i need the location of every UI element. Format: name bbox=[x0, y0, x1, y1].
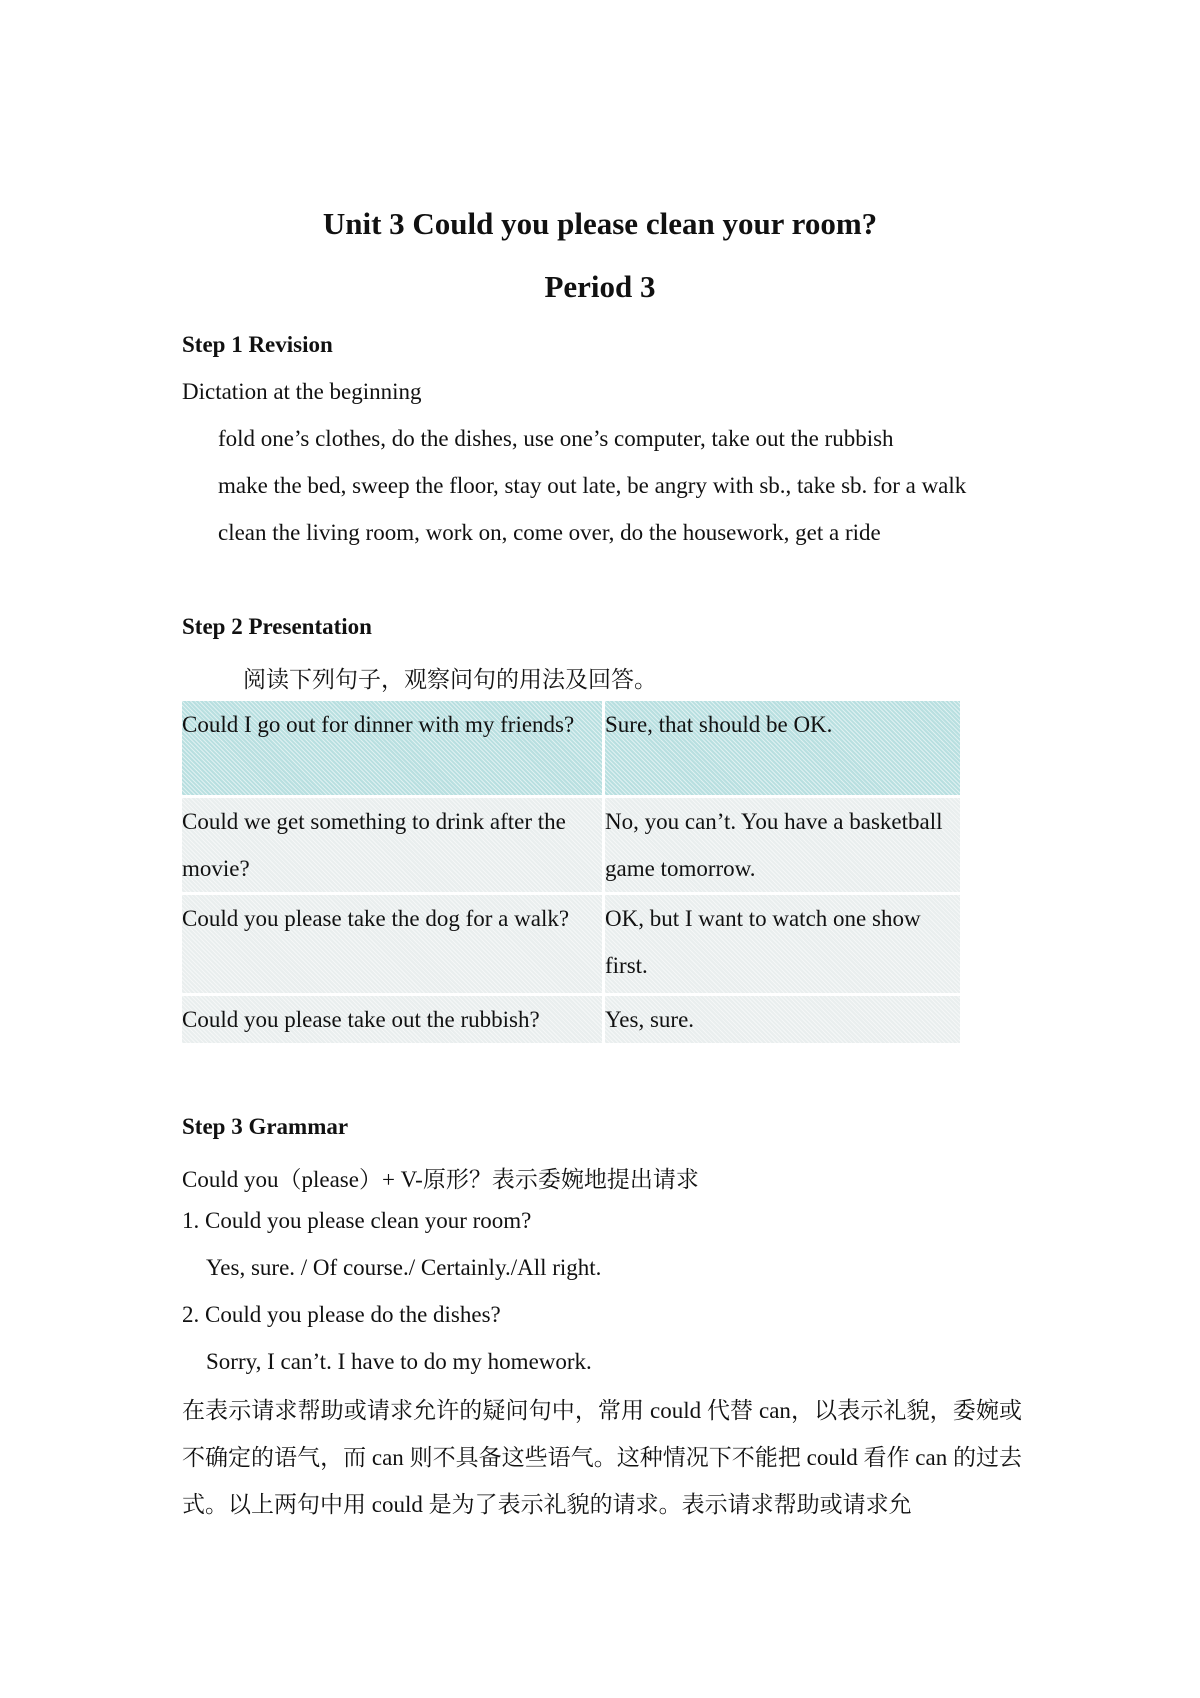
table-cell-answer: OK, but I want to watch one show first. bbox=[602, 895, 960, 993]
example-1-answer: Yes, sure. / Of course./ Certainly./All right. bbox=[206, 1255, 602, 1280]
table-cell-answer: Sure, that should be OK. bbox=[602, 701, 960, 795]
document-subtitle: Period 3 bbox=[544, 269, 656, 304]
table-row bbox=[182, 996, 960, 1043]
example-1-question: 1. Could you please clean your room? bbox=[182, 1208, 532, 1233]
table-cell-answer: Yes, sure. bbox=[602, 996, 960, 1043]
step3-rule: Could you（please）+ V-原形？表示委婉地提出请求 bbox=[182, 1167, 699, 1192]
step1-phrase-line-3: clean the living room, work on, come over, do the housework, get a ride bbox=[218, 520, 881, 545]
table-row bbox=[182, 701, 960, 795]
table-row bbox=[182, 895, 960, 993]
step2-heading: Step 2 Presentation bbox=[182, 614, 372, 639]
table-cell-answer: No, you can’t. You have a basketball game tomorrow. bbox=[602, 798, 960, 892]
step1-heading: Step 1 Revision bbox=[182, 332, 333, 357]
step1-phrase-line-2: make the bed, sweep the floor, stay out late, be angry with sb., take sb. for a walk bbox=[218, 473, 967, 498]
example-2-answer: Sorry, I can’t. I have to do my homework. bbox=[206, 1349, 592, 1374]
example-2-question: 2. Could you please do the dishes? bbox=[182, 1302, 501, 1327]
step3-heading: Step 3 Grammar bbox=[182, 1114, 349, 1139]
table-row bbox=[182, 798, 960, 892]
step2-instruction: 阅读下列句子，观察问句的用法及回答。 bbox=[243, 667, 657, 692]
step1-intro: Dictation at the beginning bbox=[182, 379, 422, 404]
document-title: Unit 3 Could you please clean your room? bbox=[322, 206, 878, 241]
table-cell-question: Could I go out for dinner with my friends? bbox=[182, 701, 602, 795]
qa-table bbox=[182, 698, 960, 1046]
table-cell-question: Could you please take the dog for a walk? bbox=[182, 895, 602, 993]
table-cell-question: Could you please take out the rubbish? bbox=[182, 996, 602, 1043]
table-cell-question: Could we get something to drink after the movie? bbox=[182, 798, 602, 892]
step1-phrase-line-1: fold one’s clothes, do the dishes, use one’s computer, take out the rubbish bbox=[218, 426, 894, 451]
grammar-explanation: 在表示请求帮助或请求允许的疑问句中，常用 could 代替 can，以表示礼貌，委婉或不确定的语气，而 can 则不具备这些语气。这种情况下不能把 could 看作 can 的过去式。以上两句中用 could 是为了表示礼貌的请求。表示请求帮助或请求允 bbox=[182, 1398, 1022, 1517]
